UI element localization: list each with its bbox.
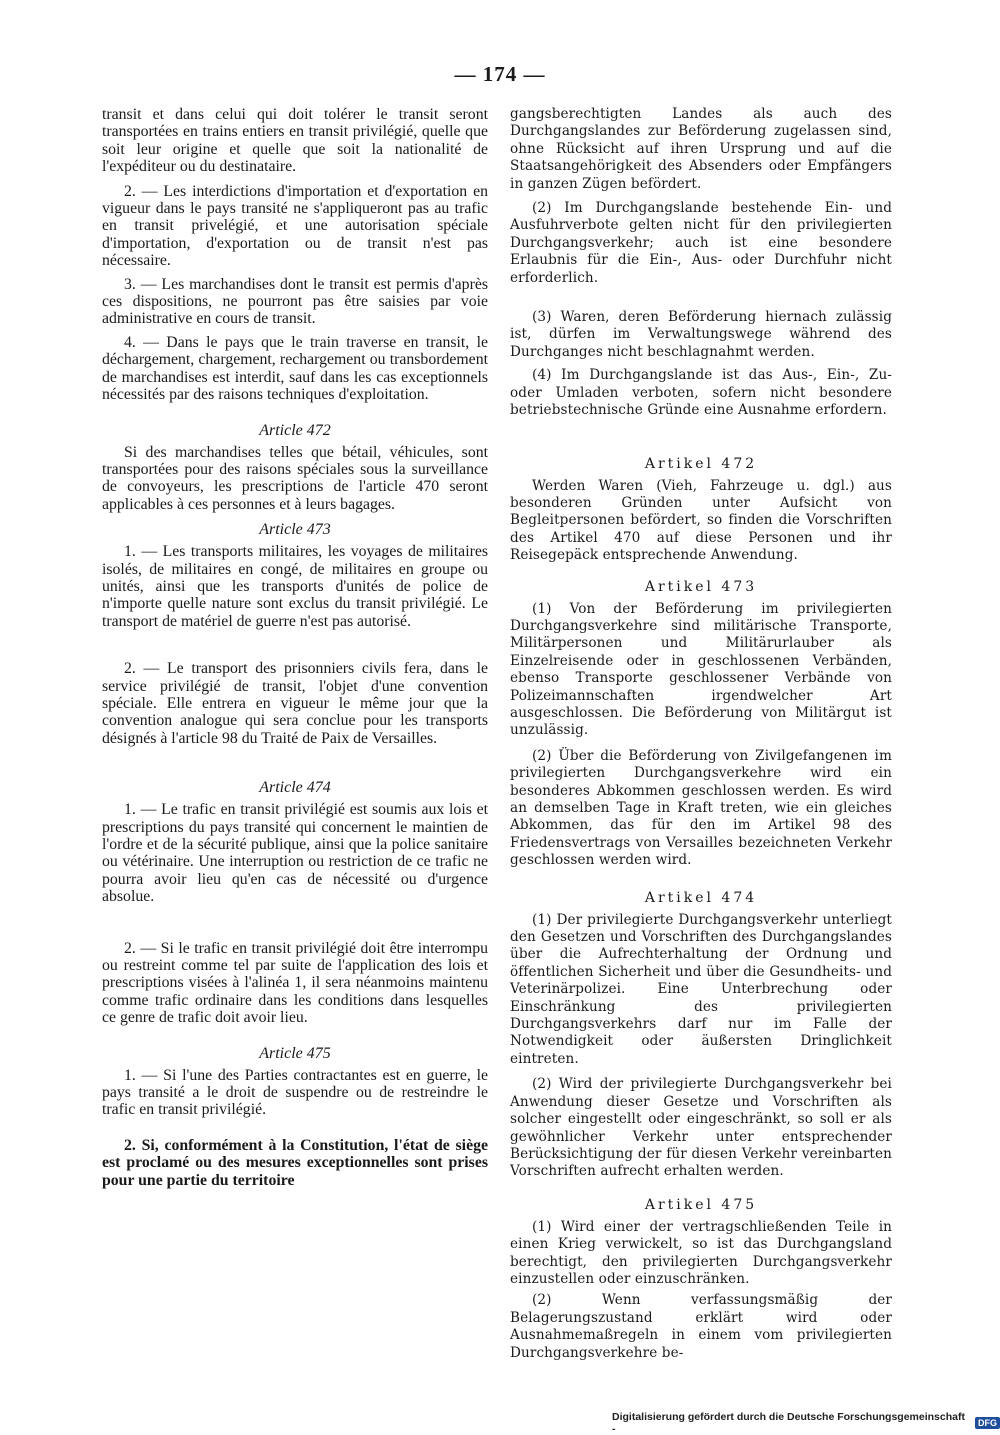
fr-article-472-text: Si des marchandises telles que bétail, véhicules, sont transportées pour des raisons spéciales sous la surveillance de convoyeurs, les prescriptions de l'article 470 seront applicables à ces personnes et à leurs bagages. (102, 443, 488, 513)
fr-paragraph-2: 2. — Les interdictions d'importation et d'exportation en vigueur dans le pays transité ne s'appliqueront pas au trafic en transit privelégié, et une autorisation spéciale d'importation, d'exportation ou de transit n'est pas nécessaire. (102, 182, 488, 270)
french-column (102, 106, 488, 1195)
de-article-474-title: Artikel 474 (644, 889, 758, 906)
fr-article-473-para-1: 1. — Les transports militaires, les voyages de militaires isolés, de militaires en congé, de militaires en groupe ou unités, ainsi que les transports d'unités de police de n'importe quelle nature sont exclus du transit privilégié. Le transport de matériel de guerre n'est pas autorisé. (102, 543, 488, 630)
german-column (510, 106, 892, 1368)
de-article-473-title: Artikel 473 (644, 578, 758, 595)
de-article-473-para-2: (2) Über die Beförderung von Zivilgefangenen im privilegierten Durchgangsverkehre wird ein besonderes Abkommen geschlossen werden. Es wird an demselben Tage in Kraft treten, wie ein gleiches Abkommen, das für den im Artikel 98 des Friedensvertrags von Versailles bezeichneten Verkehr geschlossen werden wird. (510, 747, 892, 869)
de-paragraph-1: gangsberechtigten Landes als auch des Durchgangslandes zur Beförderung zugelassen sind, ohne Rücksicht auf ihren Ursprung und auf die Staatsangehörigkeit des Absenders oder Empfängers in ganzen Zügen befördert. (510, 106, 892, 192)
fr-paragraph-4: 4. — Dans le pays que le train traverse en transit, le déchargement, chargement, rechargement ou transbordement de marchandises est interdit, sauf dans les cas exceptionnels nécessités par des raisons techniques d'exploitation. (102, 333, 488, 404)
fr-paragraph-3: 3. — Les marchandises dont le transit est permis d'après ces dispositions, ne pourront pas être saisies par voie administrative en cours de transit. (102, 275, 488, 328)
de-paragraph-3: (3) Waren, deren Beförderung hiernach zulässig ist, dürfen im Verwaltungswege während des Durchganges nicht beschlagnahmt werden. (510, 309, 892, 360)
fr-article-474-para-2: 2. — Si le trafic en transit privilégié doit être interrompu ou restreint comme tel par suite de l'application des lois et prescriptions visées à l'alinéa 1, il sera néanmoins maintenu comme trafic ordinaire dans les conditions dans lesquelles ce genre de trafic doit avoir lieu. (102, 939, 488, 1027)
fr-paragraph-1: transit et dans celui qui doit tolérer le transit seront transportées en trains entiers en transit privilégié, quelle que soit leur origine et quelle que soit la nationalité de l'expéditeur ou du destinataire. (102, 106, 488, 176)
fr-article-473-para-2: 2. — Le transport des prisonniers civils fera, dans le service privilégié de transit, l'objet d'une convention spéciale. Elle entrera en vigueur le même jour que la convention analogue qui sera conclue pour les transports désignés à l'article 98 du Traité de Paix de Versailles. (102, 660, 488, 747)
credit-text: Digitalisierung gefördert durch die Deutsche Forschungsgemeinschaft - (612, 1411, 965, 1435)
fr-article-475-para-1: 1. — Si l'une des Parties contractantes est en guerre, le pays transité a le droit de suspendre ou de restreindre le trafic en transit privilégié. (102, 1066, 488, 1119)
fr-article-472-title: Article 472 (259, 421, 331, 439)
digitization-credit (612, 1411, 1000, 1435)
fr-article-474-para-1: 1. — Le trafic en transit privilégié est soumis aux lois et prescriptions du pays transité qui concernent le maintien de l'ordre et de la sécurité publique, ainsi que la police sanitaire ou vétérinaire. Une interruption ou restriction de ce trafic ne pourra avoir lieu qu'en cas de nécessité ou d'urgence absolue. (102, 801, 488, 906)
dfg-logo[interactable]: DFG (975, 1417, 1000, 1429)
de-paragraph-4: (4) Im Durchgangslande ist das Aus-, Ein-, Zu- oder Umladen verboten, sofern nicht besondere betriebstechnische Gründe eine Ausnahme erfordern. (510, 367, 892, 419)
fr-article-474-title: Article 474 (259, 779, 331, 797)
de-article-474-para-1: (1) Der privilegierte Durchgangsverkehr unterliegt den Gesetzen und Vorschriften des Durchgangslandes über die Aufrechterhaltung der Ordnung und öffentlichen Sicherheit und über die Gesundheits- und Veterinärpolizei. Eine Unterbrechung oder Einschränkung des privilegierten Durchgangsverkehrs darf nur im Falle der Notwendigkeit oder äußersten Dringlichkeit eintreten. (510, 911, 892, 1067)
de-article-475-para-1: (1) Wird einer der vertragschließenden Teile in einen Krieg verwickelt, so ist das Durchgangsland berechtigt, den privilegierten Durchgangsverkehr einzustellen oder einzuschränken. (510, 1218, 892, 1287)
fr-article-473-title: Article 473 (259, 521, 331, 539)
fr-article-475-title: Article 475 (259, 1044, 331, 1062)
de-paragraph-2: (2) Im Durchgangslande bestehende Ein- und Ausfuhrverbote gelten nicht für den privilegierten Durchgangsverkehr; auch ist eine besondere Erlaubnis für die Ein-, Aus- oder Durchfuhr nicht erforderlich. (510, 200, 892, 286)
de-article-472-text: Werden Waren (Vieh, Fahrzeuge u. dgl.) aus besonderen Gründen unter Aufsicht von Begleitpersonen befördert, so finden die Vorschriften des Artikel 470 auf diese Personen und ihr Reisegepäck entsprechende Anwendung. (510, 477, 892, 564)
de-article-474-para-2: (2) Wird der privilegierte Durchgangsverkehr bei Anwendung dieser Gesetze und Vorschriften als solcher eingestellt oder eingeschränkt, so soll er als gewöhnlicher Verkehr unter entsprechender Berücksichtigung der für diesen Verkehr vereinbarten Vorschriften aufrecht erhalten werden. (510, 1076, 892, 1180)
de-article-475-para-2: (2) Wenn verfassungsmäßig der Belagerungszustand erklärt wird oder Ausnahmemaßregeln in einem vom privilegierten Durchgangsverkehre be- (510, 1292, 892, 1361)
page-number: — 174 — (454, 62, 546, 86)
de-article-475-title: Artikel 475 (644, 1196, 758, 1213)
fr-article-475-para-2: 2. Si, conformément à la Constitution, l'état de siège est proclamé ou des mesures exceptionnelles sont prises pour une partie du territoire (102, 1136, 488, 1189)
de-article-472-title: Artikel 472 (644, 455, 758, 472)
de-article-473-para-1: (1) Von der Beförderung im privilegierten Durchgangsverkehre sind militärische Transporte, Militärpersonen und Militärurlauber als Einzelreisende oder in geschlossenen Verbänden, ebenso Transporte geschlossener Verbände von Polizeimannschaften irgendwelcher Art ausgeschlossen. Die Beförderung von Militärgut ist unzulässig. (510, 600, 892, 739)
